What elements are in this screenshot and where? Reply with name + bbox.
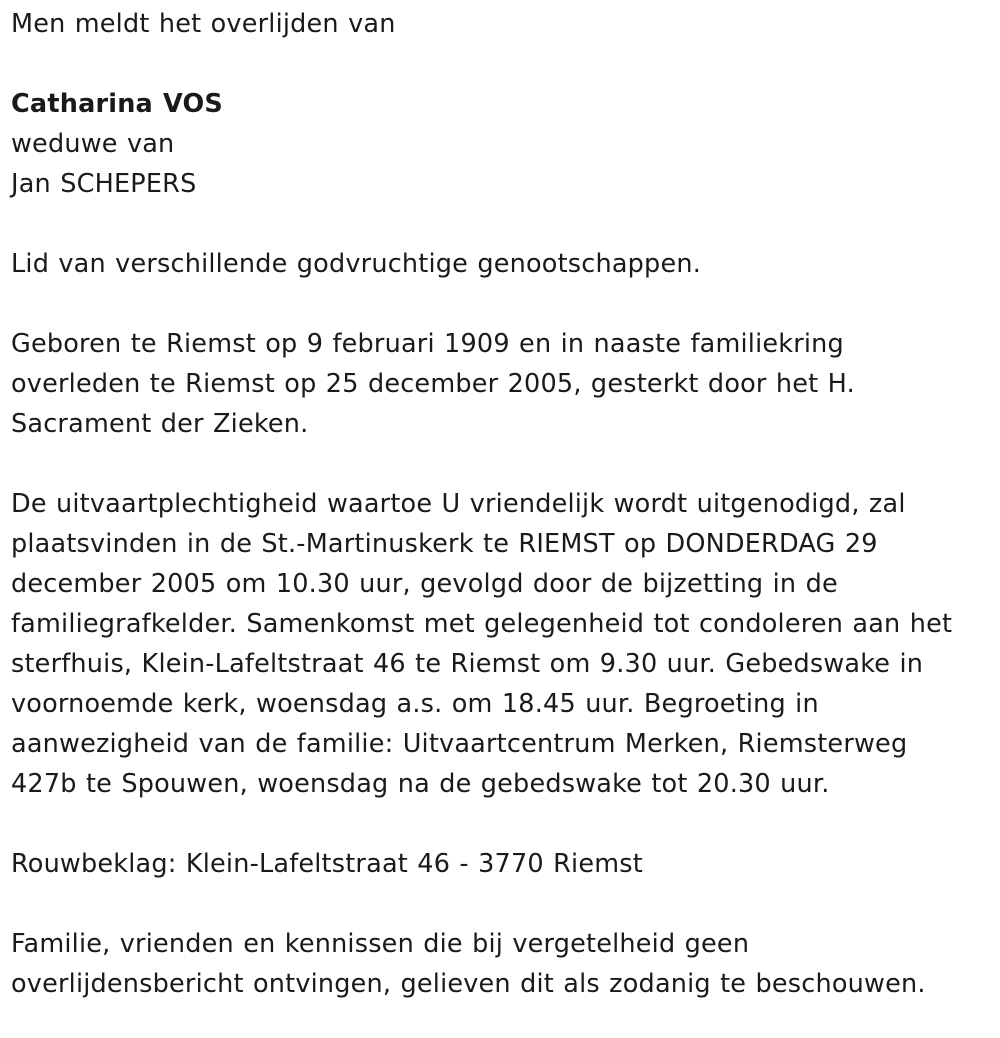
- spacer: [11, 804, 990, 844]
- spacer: [11, 204, 990, 244]
- spacer: [11, 884, 990, 924]
- funeral-line: familiegrafkelder. Samenkomst met gelegenheid tot condoleren aan het: [11, 609, 953, 639]
- closing-line: Familie, vrienden en kennissen die bij vergetelheid geen: [11, 929, 750, 959]
- funeral-line: 427b te Spouwen, woensdag na de gebedswake tot 20.30 uur.: [11, 769, 830, 799]
- spacer: [11, 44, 990, 84]
- funeral-line: plaatsvinden in de St.-Martinuskerk te RIEMST op DONDERDAG 29: [11, 529, 878, 559]
- membership-line: Lid van verschillende godvruchtige genootschappen.: [11, 249, 701, 279]
- funeral-line: aanwezigheid van de familie: Uitvaartcentrum Merken, Riemsterweg: [11, 729, 908, 759]
- spacer: [11, 444, 990, 484]
- closing-line: overlijdensbericht ontvingen, gelieven dit als zodanig te beschouwen.: [11, 969, 926, 999]
- intro-line: Men meldt het overlijden van: [11, 9, 396, 39]
- spacer: [11, 284, 990, 324]
- spouse-name: Jan SCHEPERS: [11, 169, 197, 199]
- funeral-line: december 2005 om 10.30 uur, gevolgd door de bijzetting in de: [11, 569, 838, 599]
- funeral-line: De uitvaartplechtigheid waartoe U vriendelijk wordt uitgenodigd, zal: [11, 489, 906, 519]
- condolence-address: Rouwbeklag: Klein-Lafeltstraat 46 - 3770 Riemst: [11, 849, 643, 879]
- birth-death-line: Sacrament der Zieken.: [11, 409, 309, 439]
- birth-death-line: overleden te Riemst op 25 december 2005, gesterkt door het H.: [11, 369, 855, 399]
- funeral-line: sterfhuis, Klein-Lafeltstraat 46 te Riemst om 9.30 uur. Gebedswake in: [11, 649, 924, 679]
- deceased-name: Catharina VOS: [11, 89, 223, 119]
- funeral-line: voornoemde kerk, woensdag a.s. om 18.45 uur. Begroeting in: [11, 689, 819, 719]
- birth-death-line: Geboren te Riemst op 9 februari 1909 en in naaste familiekring: [11, 329, 844, 359]
- relation-line: weduwe van: [11, 129, 175, 159]
